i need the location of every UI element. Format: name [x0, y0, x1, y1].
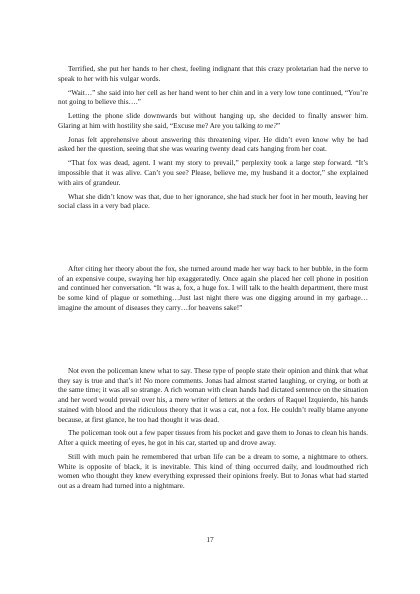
text-section-2: [58, 264, 368, 313]
paragraph: Jonas felt apprehensive about answering this threatening viper. He didn’t even know why he had asked her the question, seeing that she was wearing twenty dead cats hanging from her coat.: [58, 134, 368, 154]
paragraph: “Wait…” she said into her cell as her hand went to her chin and in a very low tone continued, “You’re not going to believe this….”: [58, 87, 368, 107]
paragraph: Terrified, she put her hands to her chest, feeling indignant that this crazy proletarian had the nerve to speak to her with his vulgar words.: [58, 64, 368, 83]
paragraph: “That fox was dead, agent. I want my story to prevail,” perplexity took a large step forward. “It’s impossible that it was alive. Can’t you see? Please, believe me, my husband it a doctor,” she explained with airs of grandeur.: [58, 158, 368, 187]
paragraph: After citing her theory about the fox, she turned around made her way back to her bubble, in the form of an expensive coupe, swaying her hip exaggeratedly. Once again she placed her cell phone in position and continued her conversation. “It was a, fox, a huge fox. I will talk to the health department, there must be some kind of plague or something…Just last night there was one digging around in my garbage…imagine the amount of diseases they carry…for heavens sake!”: [58, 264, 368, 312]
paragraph: What she didn’t know was that, due to her ignorance, she had stuck her foot in her mouth, leaving her social class in a very bad place.: [58, 191, 368, 211]
closing-quote: ”: [276, 120, 281, 130]
paragraph: Not even the policeman knew what to say. These type of people state their opinion and think that what they say is true and that’s it! No more comments. Jonas had almost started laughing, or crying, or both at the same time; it was all so strange. A rich woman with clean hands had dictated sentence on the situation and her word would prevail over his, a mere writer of letters at the orders of Raquel Izquierdo, his hands stained with blood and the ridiculous theory that it was a cat, not a fox. He couldn’t really blame anyone because, at first glance, he too had thought it was dead.: [58, 366, 368, 424]
paragraph: Still with much pain he remembered that urban life can be a dream to some, a nightmare to others. White is opposite of black, it is inevitable. This kind of thing occurred daily, and loudmouthed rich women who thought they knew everything expressed their opinions freely. But to Jonas what had started out as a dream had turned into a nightmare.: [58, 452, 368, 491]
page-number: 17: [206, 535, 214, 544]
text-section-1: [58, 64, 368, 211]
paragraph: [58, 111, 368, 130]
paragraph-text: Letting the phone slide downwards but without hanging up, she decided to finally answer him. Glaring at him with hostility she said, “Excuse me? Are you talking: [58, 111, 368, 130]
text-section-3: [58, 366, 368, 491]
emphasis-text: to me?: [257, 120, 277, 130]
paragraph: The policeman took out a few paper tissues from his pocket and gave them to Jonas to clean his hands. After a quick meeting of eyes, he got in his car, started up and drove away.: [58, 428, 368, 448]
